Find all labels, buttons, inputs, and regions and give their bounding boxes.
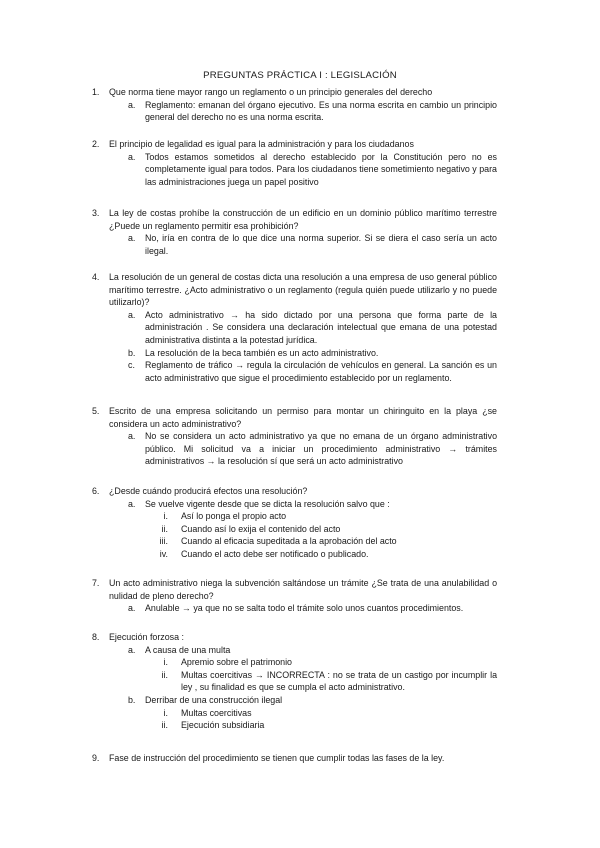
question-number: 5. <box>92 406 100 416</box>
answer-item <box>128 430 497 468</box>
answer-marker: c. <box>128 360 135 371</box>
question-text: Que norma tiene mayor rango un reglamento o un principio generales del derecho <box>109 87 433 97</box>
sub-text: Cuando el acto debe ser notificado o publicado. <box>181 548 369 559</box>
question-9 <box>0 752 600 765</box>
sub-item <box>150 523 497 536</box>
answer-marker: a. <box>128 309 136 320</box>
question-text: ¿Desde cuándo producirá efectos una resolución? <box>109 486 308 496</box>
question-number: 6. <box>92 486 100 496</box>
answer-text: Anulable → ya que no se salta todo el trámite solo unos cuantos procedimientos. <box>145 603 464 614</box>
answer-marker: a. <box>128 644 136 655</box>
answer-marker: a. <box>128 151 136 162</box>
answer-text: Todos estamos sometidos al derecho establecido por la Constitución pero no es completamente igual para todos. Para los ciudadanos tiene sometimiento negativo y para las administraciones juega un papel positivo <box>145 151 497 187</box>
answer-text: Reglamento de tráfico → regula la circulación de vehículos en general. La sanción es un acto administrativo que sigue el procedimiento establecido por un reglamento. <box>145 360 497 383</box>
sub-marker: ii. <box>161 720 168 731</box>
question-text: Escrito de una empresa solicitando un permiso para montar un chiringuito en la playa ¿se considera un acto administrativo? <box>109 406 497 429</box>
answer-text: A causa de una multa <box>145 644 231 655</box>
sub-marker: i. <box>163 707 168 718</box>
question-number: 9. <box>92 753 100 763</box>
question-text: La ley de costas prohíbe la construcción de un edificio en un dominio público marítimo terrestre ¿Puede un reglamento permitir esa prohibición? <box>109 208 497 231</box>
sub-item <box>150 535 497 548</box>
answer-marker: a. <box>128 233 136 244</box>
answer-item <box>128 347 497 360</box>
question-number: 2. <box>92 139 100 149</box>
answer-marker: b. <box>128 347 136 358</box>
sub-text: Cuando así lo exija el contenido del acto <box>181 523 341 534</box>
answer-item <box>128 99 497 124</box>
question-number: 4. <box>92 272 100 282</box>
answer-item <box>128 602 497 615</box>
question-2 <box>0 138 600 188</box>
answer-item <box>128 232 497 257</box>
question-5 <box>0 405 600 468</box>
answer-item <box>128 359 497 384</box>
question-8 <box>0 631 600 732</box>
question-text: Ejecución forzosa : <box>109 632 184 642</box>
answer-text: No, iría en contra de lo que dice una norma superior. Si se diera el caso sería un acto ilegal. <box>145 233 497 256</box>
question-number: 8. <box>92 632 100 642</box>
question-7 <box>0 577 600 615</box>
sub-text: Multas coercitivas → INCORRECTA : no se trata de un castigo por incumplir la ley , su finalidad es que se cumpla el acto administrativo. <box>181 669 497 693</box>
answer-marker: a. <box>128 498 136 509</box>
sub-item <box>150 548 497 561</box>
sub-marker: i. <box>163 511 168 522</box>
sub-marker: ii. <box>161 523 168 534</box>
sub-text: Así lo ponga el propio acto <box>181 511 287 522</box>
answer-text: Acto administrativo → ha sido dictado por una persona que forma parte de la administración . Se considera una declaración intelectual que emana de una potestad administrativa distinta a la potestad jurídica. <box>145 309 497 345</box>
answer-text: Se vuelve vigente desde que se dicta la resolución salvo que : <box>145 498 390 509</box>
sub-marker: iv. <box>159 548 168 559</box>
sub-item <box>150 669 497 694</box>
sub-text: Cuando al eficacia supeditada a la aprobación del acto <box>181 536 397 547</box>
answer-marker: a. <box>128 603 136 614</box>
answer-item <box>128 151 497 189</box>
answer-marker: a. <box>128 431 136 442</box>
answer-marker: b. <box>128 694 136 705</box>
answer-item <box>128 309 497 347</box>
question-text: Un acto administrativo niega la subvención saltándose un trámite ¿Se trata de una anulabilidad o nulidad de pleno derecho? <box>109 578 497 601</box>
question-text: La resolución de un general de costas dicta una resolución a una empresa de uso general público marítimo terrestre. ¿Acto administrativo o un reglamento (regula quién puede utilizarlo y no puede utilizarlo)? <box>109 272 497 308</box>
question-number: 1. <box>92 87 100 97</box>
question-text: El principio de legalidad es igual para la administración y para los ciudadanos <box>109 139 414 149</box>
sub-marker: ii. <box>161 669 168 680</box>
question-1 <box>0 86 600 124</box>
question-3 <box>0 207 600 257</box>
answer-marker: a. <box>128 99 136 110</box>
sub-item <box>150 719 497 732</box>
answer-item <box>128 694 497 707</box>
question-number: 3. <box>92 208 100 218</box>
sub-item <box>150 656 497 669</box>
answer-text: Derribar de una construcción ilegal <box>145 694 283 705</box>
sub-text: Multas coercitivas <box>181 707 252 718</box>
answer-item <box>128 498 497 511</box>
question-6 <box>0 485 600 561</box>
sub-item <box>150 707 497 720</box>
question-4 <box>0 271 600 384</box>
page-title: PREGUNTAS PRÁCTICA I : LEGISLACIÓN <box>203 70 397 81</box>
sub-text: Ejecución subsidiaria <box>181 720 265 731</box>
question-text: Fase de instrucción del procedimiento se tienen que cumplir todas las fases de la ley. <box>109 753 445 763</box>
answer-text: Reglamento: emanan del órgano ejecutivo. Es una norma escrita en cambio un principio general del derecho no es una norma escrita. <box>145 99 497 123</box>
sub-marker: iii. <box>159 536 168 547</box>
sub-marker: i. <box>163 657 168 668</box>
question-number: 7. <box>92 578 100 588</box>
sub-item <box>150 510 497 523</box>
answer-text: No se considera un acto administrativo ya que no emana de un órgano administrativo público. Mi solicitud va a iniciar un procedimiento administrativo → trámites administrativos → la resolución sí que será un acto administrativo <box>145 431 497 467</box>
answer-item <box>128 644 497 657</box>
answer-text: La resolución de la beca también es un acto administrativo. <box>145 347 379 358</box>
sub-text: Apremio sobre el patrimonio <box>181 657 292 668</box>
